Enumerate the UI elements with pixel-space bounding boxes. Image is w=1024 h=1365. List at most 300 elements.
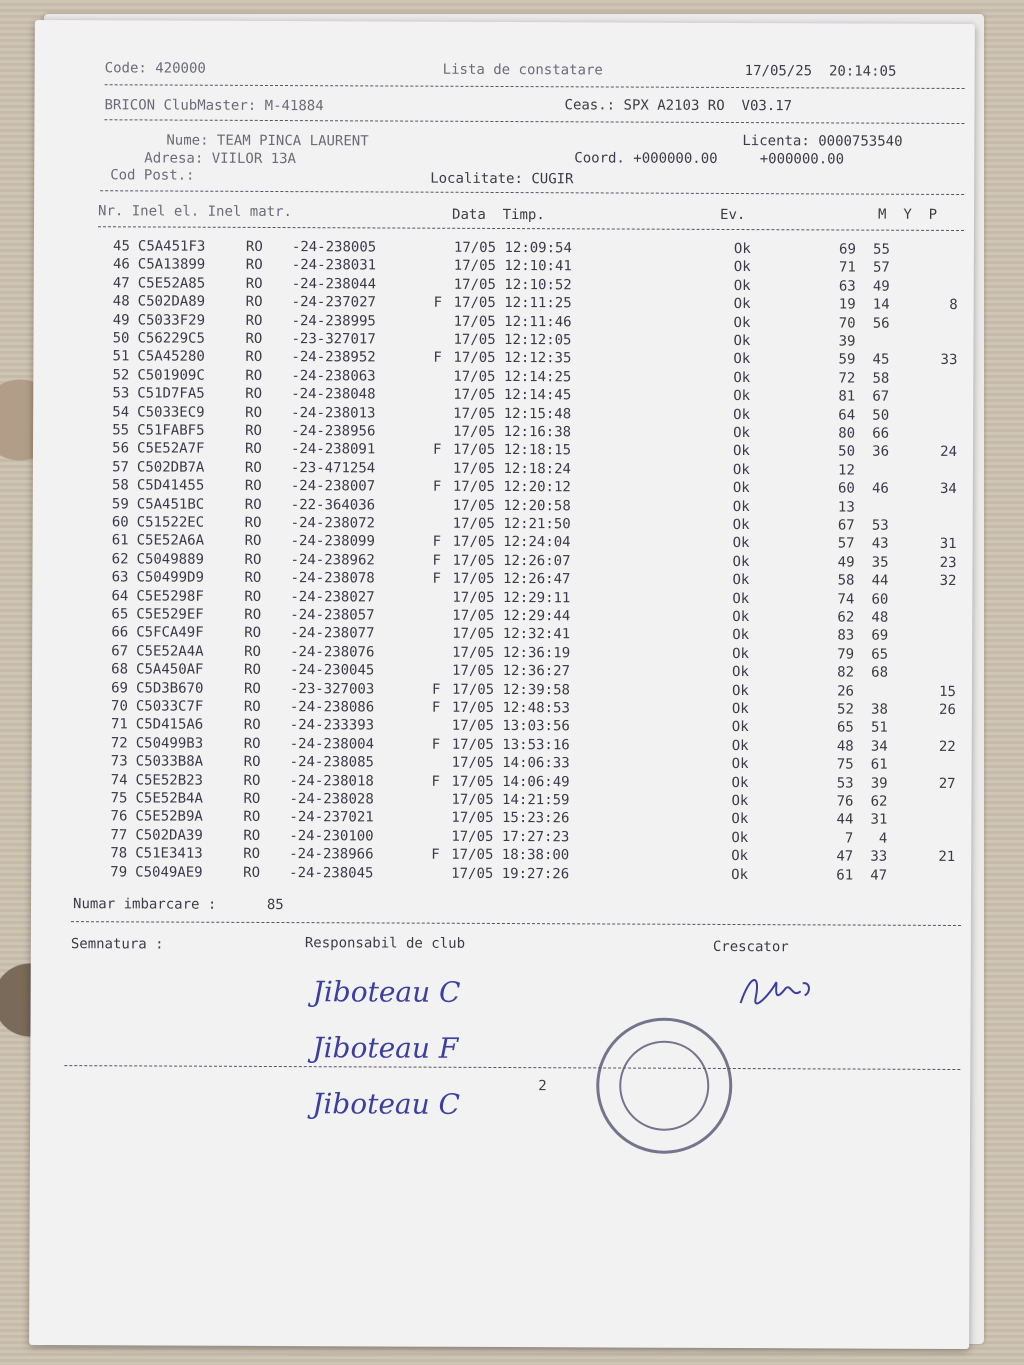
m-value: 83	[837, 627, 855, 644]
country-code: RO	[245, 349, 263, 366]
arrival-time: 17/05 12:16:38	[453, 423, 572, 441]
female-flag: F	[432, 570, 441, 587]
country-code: RO	[245, 367, 263, 384]
ring-number: -23-471254	[290, 459, 376, 477]
m-value: 75	[836, 756, 854, 773]
y-value: 34	[870, 738, 888, 755]
row-number: 58	[111, 477, 129, 494]
event-status: Ok	[732, 517, 750, 534]
p-value: 15	[939, 683, 957, 700]
p-value: 34	[939, 481, 957, 498]
female-flag: F	[432, 442, 442, 459]
event-status: Ok	[732, 645, 750, 662]
arrival-time: 17/05 12:12:35	[453, 350, 572, 367]
country-code: RO	[244, 570, 262, 587]
electronic-ring: C502DB7A	[136, 459, 205, 476]
m-value: 57	[837, 535, 855, 552]
row-number: 77	[110, 827, 128, 844]
clock-label: Ceas.: SPX A2103 RO V03.17	[564, 97, 793, 115]
row-number: 71	[110, 716, 128, 733]
arrival-time: 17/05 15:23:26	[451, 810, 570, 827]
country-code: RO	[243, 864, 261, 881]
ring-number: -24-238076	[290, 643, 375, 661]
ring-number: -24-238048	[291, 386, 376, 403]
row-number: 54	[112, 403, 130, 420]
arrival-time: 17/05 12:36:27	[452, 662, 571, 680]
arrival-time: 17/05 12:26:47	[452, 570, 571, 588]
electronic-ring: C51D7FA5	[137, 385, 205, 402]
arrival-time: 17/05 12:32:41	[452, 626, 571, 643]
y-value: 46	[871, 480, 889, 497]
signature-label: Semnatura :	[70, 936, 164, 953]
country-code: RO	[245, 238, 263, 255]
m-value: 53	[836, 775, 854, 792]
m-value: 71	[838, 259, 856, 276]
p-value: 31	[939, 536, 957, 553]
row-number: 62	[111, 551, 129, 568]
row-number: 67	[111, 643, 129, 660]
arrival-time: 17/05 18:38:00	[451, 846, 570, 864]
country-code: RO	[245, 275, 263, 292]
ring-number: -24-238028	[289, 791, 374, 808]
y-value: 48	[871, 609, 889, 626]
y-value: 67	[872, 388, 890, 405]
arrival-time: 17/05 12:12:05	[453, 331, 572, 349]
event-status: Ok	[732, 498, 750, 515]
ring-number: -24-238085	[289, 754, 374, 771]
female-flag: F	[433, 294, 443, 311]
m-value: 58	[837, 572, 855, 589]
p-value: 22	[938, 738, 956, 755]
country-code: RO	[244, 606, 262, 623]
country-code: RO	[244, 662, 261, 679]
postal-code-field: Cod Post.:	[110, 167, 195, 184]
name-field: Nume: TEAM PINCA LAURENT	[166, 132, 369, 150]
y-value: 65	[871, 646, 889, 663]
electronic-ring: C5049AE9	[135, 863, 203, 881]
country-code: RO	[244, 533, 262, 550]
p-value: 33	[940, 352, 958, 369]
female-flag: F	[431, 736, 441, 753]
m-value: 7	[844, 830, 854, 847]
y-value: 57	[872, 260, 890, 277]
arrival-time: 17/05 12:10:52	[453, 276, 572, 294]
electronic-ring: C5033B8A	[135, 753, 204, 770]
event-status: Ok	[733, 351, 751, 368]
arrival-time: 17/05 12:15:48	[453, 405, 572, 422]
event-status: Ok	[733, 425, 750, 442]
ring-number: -24-233393	[289, 717, 375, 734]
ring-number: -24-237021	[289, 809, 374, 826]
electronic-ring: C5A450AF	[136, 661, 204, 678]
country-code: RO	[243, 827, 261, 844]
row-number: 79	[110, 863, 128, 880]
arrival-time: 17/05 12:24:04	[452, 534, 571, 551]
event-status: Ok	[732, 572, 750, 589]
clubmaster-label: BRICON ClubMaster: M-41884	[104, 97, 324, 115]
row-number: 72	[110, 735, 128, 752]
table-row	[31, 864, 971, 886]
m-value: 47	[836, 848, 854, 865]
m-value: 48	[836, 738, 854, 755]
row-number: 53	[112, 385, 130, 402]
event-status: Ok	[733, 406, 751, 423]
y-value: 53	[871, 517, 889, 534]
row-number: 63	[111, 569, 129, 586]
country-code: RO	[244, 478, 262, 495]
row-number: 70	[111, 698, 128, 715]
electronic-ring: C5033EC9	[137, 403, 205, 421]
event-status: Ok	[731, 848, 749, 865]
club-responsible-label: Responsabil de club	[304, 935, 466, 952]
m-value: 64	[838, 407, 856, 424]
ring-number: -24-238099	[290, 533, 375, 550]
ring-number: -24-238031	[291, 257, 377, 274]
address-field: Adresa: VIILOR 13A	[144, 150, 297, 168]
row-number: 48	[112, 293, 130, 310]
row-number: 56	[112, 440, 130, 457]
electronic-ring: C51E3413	[135, 845, 203, 862]
y-value: 36	[872, 444, 890, 461]
electronic-ring: C502DA89	[137, 293, 206, 310]
arrival-time: 17/05 12:20:58	[452, 497, 571, 514]
event-status: Ok	[732, 664, 749, 681]
ring-number: -24-238004	[289, 735, 375, 753]
row-number: 52	[112, 367, 130, 384]
electronic-ring: C5E529EF	[136, 606, 204, 623]
row-number: 75	[110, 790, 128, 807]
signature-2: Jiboteau F	[312, 1031, 459, 1065]
m-value: 65	[836, 719, 854, 736]
event-status: Ok	[733, 333, 751, 350]
country-code: RO	[244, 459, 262, 476]
page-number: 2	[538, 1078, 547, 1095]
club-stamp	[596, 1017, 733, 1154]
row-number: 50	[112, 330, 130, 347]
event-status: Ok	[733, 241, 751, 258]
divider	[105, 84, 965, 89]
ring-number: -24-238063	[291, 367, 376, 385]
ring-number: -24-238078	[290, 570, 375, 587]
row-number: 76	[110, 808, 128, 825]
m-value: 39	[838, 333, 856, 350]
event-status: Ok	[733, 388, 751, 405]
y-value: 47	[870, 867, 888, 884]
event-status: Ok	[731, 756, 749, 773]
arrival-time: 17/05 14:06:33	[451, 754, 570, 772]
divider	[104, 119, 964, 124]
country-code: RO	[243, 772, 261, 789]
country-code: RO	[245, 257, 263, 274]
event-status: Ok	[731, 737, 749, 754]
arrival-time: 17/05 14:06:49	[451, 773, 570, 790]
row-number: 47	[112, 275, 130, 292]
event-status: Ok	[731, 829, 749, 846]
p-value: 21	[938, 849, 956, 866]
electronic-ring: C5D3B670	[135, 679, 204, 697]
arrival-time: 17/05 12:18:15	[452, 442, 572, 459]
country-code: RO	[243, 754, 261, 771]
electronic-ring: C50499D9	[136, 569, 204, 586]
row-number: 78	[110, 845, 128, 862]
m-value: 60	[837, 480, 855, 497]
y-value: 62	[870, 793, 888, 810]
y-value: 51	[870, 720, 888, 737]
arrival-time: 17/05 14:21:59	[451, 791, 570, 809]
m-value: 69	[839, 241, 856, 258]
arrival-time: 17/05 12:29:11	[452, 589, 571, 606]
y-value: 69	[871, 628, 889, 645]
column-header-myp: M Y P	[878, 206, 938, 223]
electronic-ring: C5E52A6A	[136, 532, 205, 550]
event-status: Ok	[732, 627, 750, 644]
ring-number: -24-238966	[289, 846, 374, 863]
row-number: 74	[110, 771, 128, 788]
event-status: Ok	[733, 369, 751, 386]
y-value: 60	[871, 591, 889, 608]
ring-number: -24-230100	[289, 827, 374, 845]
y-value: 35	[871, 554, 889, 571]
row-number: 55	[112, 422, 130, 439]
electronic-ring: C5E52A4A	[136, 643, 204, 660]
electronic-ring: C5A13899	[137, 256, 206, 274]
ring-number: -24-238005	[291, 239, 377, 256]
country-code: RO	[243, 809, 261, 826]
print-datetime: 17/05/25 20:14:05	[744, 63, 897, 80]
country-code: RO	[245, 330, 263, 347]
event-status: Ok	[733, 259, 751, 276]
document-title: Lista de constatare	[442, 61, 603, 79]
column-header-rings: Nr. Inel el. Inel matr.	[98, 203, 292, 221]
licence-field: Licenta: 0000753540	[742, 133, 903, 150]
divider	[64, 1065, 960, 1070]
country-code: RO	[244, 514, 262, 531]
electronic-ring: C5E52B4A	[135, 790, 203, 807]
ring-number: -24-238045	[289, 864, 374, 882]
row-number: 60	[111, 514, 129, 531]
electronic-ring: C50499B3	[135, 735, 204, 752]
ring-number: -24-238077	[290, 625, 375, 642]
y-value: 58	[872, 370, 890, 387]
ring-number: -24-238962	[290, 551, 375, 569]
electronic-ring: C5D41455	[136, 477, 205, 494]
ring-number: -24-237027	[291, 294, 376, 311]
row-number: 46	[112, 256, 130, 273]
ring-number: -24-238007	[290, 478, 376, 495]
event-status: Ok	[732, 443, 750, 460]
arrival-time: 17/05 12:48:53	[451, 699, 570, 717]
column-header-date-time: Data Timp.	[452, 206, 545, 224]
arrival-time: 17/05 13:53:16	[451, 736, 570, 754]
country-code: RO	[243, 735, 261, 752]
row-number: 51	[112, 348, 130, 365]
event-status: Ok	[731, 774, 749, 791]
event-status: Ok	[732, 461, 750, 478]
p-value: 27	[938, 775, 956, 792]
y-value: 49	[872, 278, 890, 295]
m-value: 62	[837, 609, 855, 626]
country-code: RO	[244, 625, 262, 642]
m-value: 61	[836, 867, 854, 884]
ring-number: -24-238952	[291, 349, 376, 366]
row-number: 49	[112, 311, 130, 328]
m-value: 70	[838, 315, 856, 332]
female-flag: F	[431, 699, 441, 716]
m-value: 82	[837, 664, 855, 681]
event-status: Ok	[731, 811, 749, 828]
results-sheet	[29, 20, 975, 1349]
m-value: 67	[837, 517, 855, 534]
divider	[100, 190, 964, 195]
row-number: 57	[112, 459, 129, 476]
coordinates-field: Coord. +000000.00 +000000.00	[574, 150, 845, 168]
female-flag: F	[432, 534, 442, 551]
y-value: 61	[870, 756, 888, 773]
p-value: 26	[938, 701, 956, 718]
female-flag: F	[431, 681, 441, 698]
country-code: RO	[243, 680, 261, 697]
y-value: 45	[872, 352, 890, 369]
breeder-signature-scribble	[731, 963, 821, 1023]
arrival-time: 17/05 12:21:50	[452, 515, 571, 533]
electronic-ring: C5033C7F	[135, 698, 204, 715]
country-code: RO	[245, 422, 262, 439]
electronic-ring: C5033F29	[137, 312, 206, 329]
ring-number: -24-238057	[290, 607, 375, 624]
code-label: Code: 420000	[104, 60, 206, 77]
m-value: 52	[837, 701, 854, 718]
p-value: 24	[940, 444, 958, 461]
female-flag: F	[431, 846, 440, 863]
arrival-time: 17/05 12:14:25	[453, 368, 572, 386]
electronic-ring: C5A45280	[137, 348, 205, 366]
event-status: Ok	[731, 701, 749, 718]
p-value: 8	[949, 297, 958, 314]
event-status: Ok	[731, 793, 749, 810]
boarding-count: Numar imbarcare : 85	[73, 896, 284, 914]
breeder-label: Crescator	[712, 938, 789, 956]
y-value: 38	[870, 701, 888, 718]
divider	[71, 921, 961, 926]
m-value: 79	[837, 646, 855, 663]
divider	[98, 226, 964, 231]
ring-number: -24-238072	[290, 515, 376, 532]
row-number: 64	[111, 587, 129, 604]
ring-number: -24-238018	[289, 772, 374, 790]
electronic-ring: C51FABF5	[137, 422, 205, 439]
country-code: RO	[245, 386, 263, 403]
row-number: 59	[111, 495, 129, 512]
m-value: 13	[837, 499, 855, 516]
row-number: 61	[111, 532, 129, 549]
arrival-time: 17/05 12:14:45	[453, 386, 572, 404]
y-value: 4	[878, 830, 888, 847]
event-status: Ok	[732, 553, 750, 570]
ring-number: -24-238013	[291, 404, 376, 422]
ring-number: -24-238995	[291, 312, 376, 330]
female-flag: F	[431, 773, 441, 790]
arrival-time: 17/05 12:09:54	[453, 239, 572, 257]
ring-number: -24-238091	[290, 441, 376, 458]
electronic-ring: C5FCA49F	[136, 624, 204, 642]
arrival-time: 17/05 12:11:46	[453, 313, 572, 330]
arrival-time: 17/05 12:39:58	[451, 681, 571, 698]
y-value: 33	[870, 848, 888, 865]
country-code: RO	[245, 404, 263, 421]
country-code: RO	[243, 846, 261, 863]
electronic-ring: C5E5298F	[136, 587, 204, 605]
electronic-ring: C5049889	[136, 551, 205, 568]
ring-number: -24-238044	[291, 275, 377, 293]
arrival-time: 17/05 13:03:56	[451, 718, 570, 735]
m-value: 50	[838, 443, 856, 460]
row-number: 65	[111, 606, 129, 623]
country-code: RO	[244, 588, 262, 605]
arrival-time: 17/05 17:27:23	[451, 828, 570, 846]
event-status: Ok	[731, 866, 749, 883]
country-code: RO	[245, 312, 263, 329]
country-code: RO	[244, 441, 262, 458]
arrival-time: 17/05 12:29:44	[452, 607, 571, 625]
column-header-ev: Ev.	[720, 206, 746, 224]
m-value: 74	[837, 591, 855, 608]
y-value: 55	[873, 241, 890, 258]
signature-3: Jiboteau C	[312, 1087, 461, 1121]
arrival-time: 17/05 19:27:26	[451, 865, 570, 882]
country-code: RO	[244, 496, 262, 513]
m-value: 12	[838, 462, 855, 479]
event-status: Ok	[732, 590, 750, 607]
y-value: 14	[872, 296, 890, 313]
ring-number: -23-327003	[289, 680, 375, 698]
electronic-ring: C5E52B23	[135, 771, 204, 789]
m-value: 19	[838, 296, 856, 313]
ring-number: -24-230045	[290, 662, 375, 679]
m-value: 26	[837, 683, 855, 700]
y-value: 56	[872, 315, 890, 332]
y-value: 68	[871, 664, 889, 681]
country-code: RO	[243, 717, 261, 734]
m-value: 59	[838, 351, 856, 368]
m-value: 72	[838, 370, 856, 387]
m-value: 81	[838, 388, 856, 405]
country-code: RO	[245, 294, 263, 311]
event-status: Ok	[732, 535, 750, 552]
row-number: 45	[113, 238, 130, 255]
female-flag: F	[432, 552, 442, 569]
electronic-ring: C5E52B9A	[135, 808, 203, 826]
electronic-ring: C5D415A6	[135, 716, 204, 734]
female-flag: F	[433, 350, 442, 367]
electronic-ring: C501909C	[137, 367, 205, 384]
country-code: RO	[243, 790, 261, 807]
electronic-ring: C5E52A85	[137, 275, 206, 292]
m-value: 49	[837, 554, 855, 571]
ring-number: -24-238086	[289, 699, 375, 716]
p-value: 32	[939, 573, 957, 590]
m-value: 80	[838, 425, 856, 442]
arrival-time: 17/05 12:36:19	[452, 644, 571, 662]
event-status: Ok	[731, 682, 749, 699]
y-value: 39	[870, 775, 888, 792]
female-flag: F	[432, 478, 442, 495]
electronic-ring: C502DA39	[135, 827, 203, 844]
ring-number: -24-238956	[291, 423, 376, 440]
electronic-ring: C5A451BC	[136, 495, 205, 513]
event-status: Ok	[732, 609, 750, 626]
ring-number: -22-364036	[290, 496, 376, 514]
country-code: RO	[244, 643, 262, 660]
